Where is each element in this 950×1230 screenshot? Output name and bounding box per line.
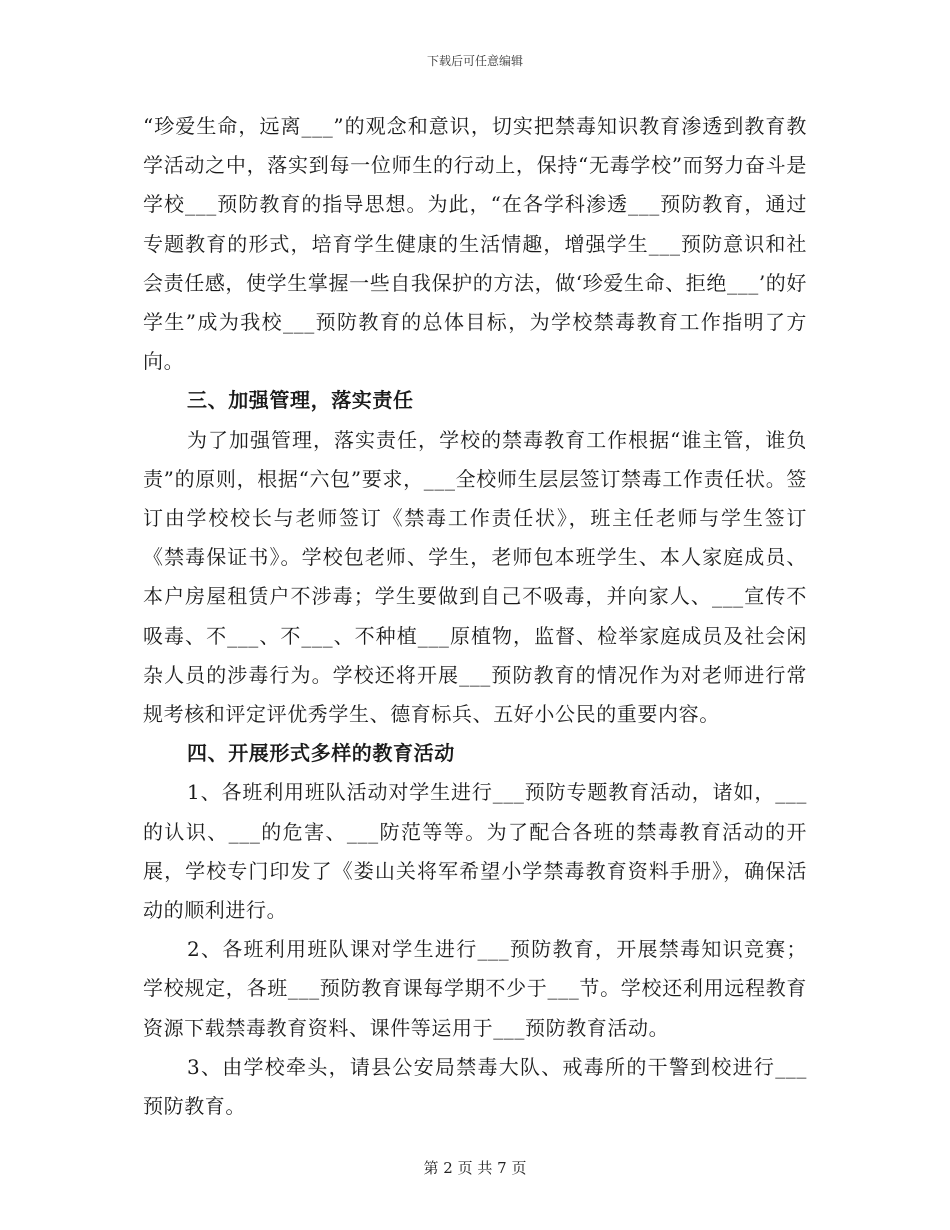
document-body — [143, 107, 807, 1126]
paragraph-guiding-idea: “珍爱生命，远离___”的观念和意识，切实把禁毒知识教育渗透到教育教学活动之中，落实到每一位师生的行动上，保持“无毒学校”而努力奋斗是学校___预防教育的指导思想。为此，“在各学科渗透___预防教育，通过专题教育的形式，培育学生健康的生活情趣，增强学生___预防意识和社会责任感，使学生掌握一些自我保护的方法，做‘珍爱生命、拒绝___’的好学生”成为我校___预防教育的总体目标，为学校禁毒教育工作指明了方向。 — [143, 114, 807, 374]
list-item-activity-2: 2、各班利用班队课对学生进行___预防教育，开展禁毒知识竞赛；学校规定，各班___预防教育课每学期不少于___节。学校还利用远程教育资源下载禁毒教育资料、课件等运用于___预防教育活动。 — [143, 937, 807, 1040]
page-number: 第 2 页 共 7 页 — [423, 1159, 527, 1177]
list-item-activity-3: 3、由学校牵头，请县公安局禁毒大队、戒毒所的干警到校进行___预防教育。 — [143, 1054, 807, 1119]
section-heading-management: 三、加强管理，落实责任 — [187, 388, 414, 413]
list-item-activity-1: 1、各班利用班队活动对学生进行___预防专题教育活动，诸如，___的认识、___的危害、___防范等等。为了配合各班的禁毒教育活动的开展，学校专门印发了《娄山关将军希望小学禁毒教育资料手册》，确保活动的顺利进行。 — [143, 780, 807, 923]
paragraph-responsibility: 为了加强管理，落实责任，学校的禁毒教育工作根据“谁主管，谁负责”的原则，根据“六包”要求，___全校师生层层签订禁毒工作责任状。签订由学校校长与老师签订《禁毒工作责任状》，班主任老师与学生签订《禁毒保证书》。学校包老师、学生，老师包本班学生、本人家庭成员、本户房屋租赁户不涉毒；学生要做到自己不吸毒，并向家人、___宣传不吸毒、不___、不___、不种植___原植物，监督、检举家庭成员及社会闲杂人员的涉毒行为。学校还将开展___预防教育的情况作为对老师进行常规考核和评定评优秀学生、德育标兵、五好小公民的重要内容。 — [143, 427, 807, 727]
section-heading-activities: 四、开展形式多样的教育活动 — [187, 741, 455, 766]
page-header: 下载后可任意编辑 — [426, 54, 523, 68]
